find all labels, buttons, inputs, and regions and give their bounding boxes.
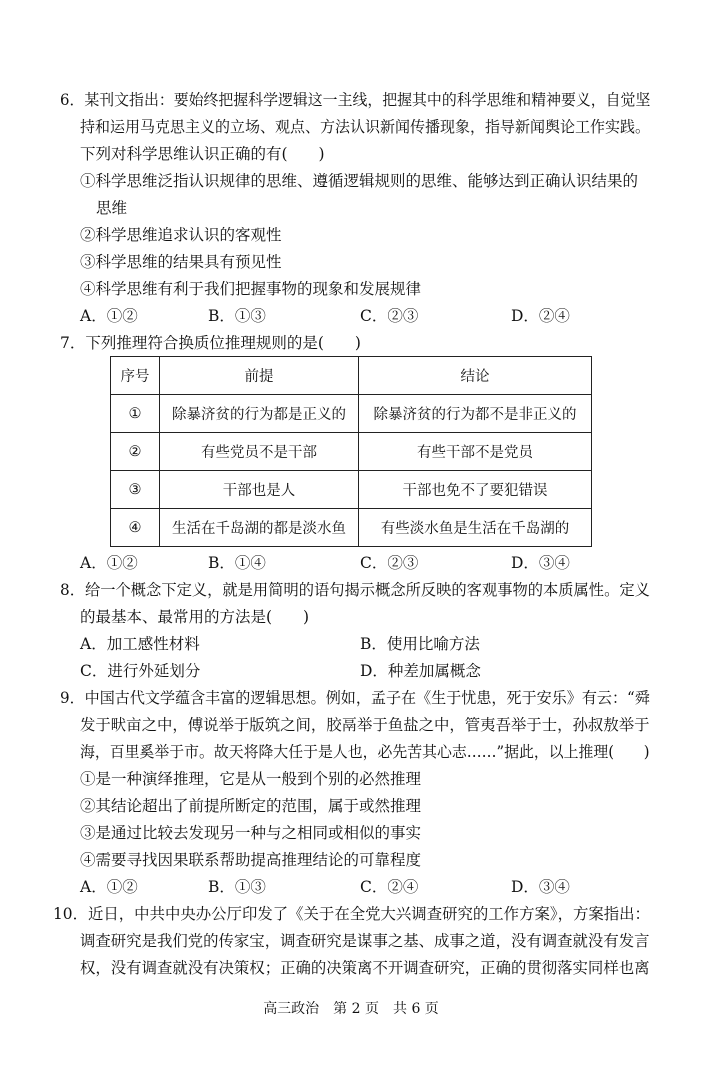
row-index: ② — [111, 433, 160, 471]
header-conclusion: 结论 — [359, 357, 592, 395]
q6-stem-line2: 持和运用马克思主义的立场、观点、方法认识新闻传播现象，指导新闻舆论工作实践。 — [80, 118, 650, 136]
q8-option-c: C．进行外延划分 — [80, 662, 201, 680]
row-conclusion: 有些干部不是党员 — [359, 433, 592, 471]
q9-stem-line2: 发于畎亩之中，傅说举于版筑之间，胶鬲举于鱼盐之中，管夷吾举于士，孙叔敖举于 — [80, 716, 650, 734]
q8-option-a: A．加工感性材料 — [80, 635, 200, 653]
q8-stem-line2: 的最基本、最常用的方法是( ) — [80, 608, 310, 626]
q6-option-b: B．①③ — [208, 307, 266, 325]
table-row — [111, 433, 592, 471]
q9-option-b: B．①③ — [208, 878, 266, 896]
q9-statement-1: ①是一种演绎推理，它是从一般到个别的必然推理 — [80, 770, 422, 788]
q9-option-d: D．③④ — [511, 878, 570, 896]
q9-statement-3: ③是通过比较去发现另一种与之相同或相似的事实 — [80, 824, 422, 842]
q6-statement-4: ④科学思维有利于我们把握事物的现象和发展规律 — [80, 280, 422, 298]
page-footer: 高三政治 第 2 页 共 6 页 — [263, 1001, 439, 1017]
q6-statement-3: ③科学思维的结果具有预见性 — [80, 253, 282, 271]
q9-stem-line1: 9．中国古代文学蕴含丰富的逻辑思想。例如，孟子在《生于忧患，死于安乐》有云：“舜 — [60, 689, 650, 707]
q6-stem-line1: 6．某刊文指出：要始终把握科学逻辑这一主线，把握其中的科学思维和精神要义，自觉坚 — [60, 91, 651, 109]
table-row — [111, 509, 592, 547]
q10-stem-line1: 10．近日，中共中央办公厅印发了《关于在全党大兴调查研究的工作方案》，方案指出： — [53, 905, 650, 923]
q7-inference-table — [110, 356, 592, 547]
q6-statement-2: ②科学思维追求认识的客观性 — [80, 226, 282, 244]
row-premise: 有些党员不是干部 — [160, 433, 359, 471]
q6-stem-line3: 下列对科学思维认识正确的有( ) — [80, 145, 325, 163]
q10-stem-line3: 权，没有调查就没有决策权；正确的决策离不开调查研究，正确的贯彻落实同样也离 — [80, 959, 650, 977]
q9-option-a: A．①② — [80, 878, 138, 896]
q9-statement-4: ④需要寻找因果联系帮助提高推理结论的可靠程度 — [80, 851, 422, 869]
q6-statement-1: ①科学思维泛指认识规律的思维、遵循逻辑规则的思维、能够达到正确认识结果的 — [80, 172, 639, 190]
row-premise: 生活在千岛湖的都是淡水鱼 — [160, 509, 359, 547]
q8-option-d: D．种差加属概念 — [360, 662, 481, 680]
q6-statement-1-cont: 思维 — [96, 199, 128, 217]
row-index: ④ — [111, 509, 160, 547]
q9-stem-line3: 海，百里奚举于市。故天将降大任于是人也，必先苦其心志……”据此，以上推理( ) — [80, 743, 650, 761]
q9-option-c: C．②④ — [360, 878, 419, 896]
row-index: ③ — [111, 471, 160, 509]
q7-option-c: C．②③ — [360, 554, 419, 572]
q6-option-d: D．②④ — [511, 307, 570, 325]
row-conclusion: 除暴济贫的行为都不是非正义的 — [359, 395, 592, 433]
row-premise: 除暴济贫的行为都是正义的 — [160, 395, 359, 433]
q10-stem-line2: 调查研究是我们党的传家宝，调查研究是谋事之基、成事之道，没有调查就没有发言 — [80, 932, 650, 950]
row-conclusion: 干部也免不了要犯错误 — [359, 471, 592, 509]
q7-option-d: D．③④ — [511, 554, 570, 572]
header-index: 序号 — [111, 357, 160, 395]
table-row — [111, 395, 592, 433]
q7-option-a: A．①② — [80, 554, 138, 572]
q6-option-c: C．②③ — [360, 307, 419, 325]
q8-option-b: B．使用比喻方法 — [360, 635, 480, 653]
q7-stem: 7．下列推理符合换质位推理规则的是( ) — [60, 334, 361, 352]
table-row — [111, 471, 592, 509]
q9-statement-2: ②其结论超出了前提所断定的范围，属于或然推理 — [80, 797, 422, 815]
row-premise: 干部也是人 — [160, 471, 359, 509]
q7-option-b: B．①④ — [208, 554, 266, 572]
row-conclusion: 有些淡水鱼是生活在千岛湖的 — [359, 509, 592, 547]
row-index: ① — [111, 395, 160, 433]
q6-option-a: A．①② — [80, 307, 138, 325]
q8-stem-line1: 8．给一个概念下定义，就是用简明的语句揭示概念所反映的客观事物的本质属性。定义 — [60, 581, 650, 599]
header-premise: 前提 — [160, 357, 359, 395]
table-header-row — [111, 357, 592, 395]
